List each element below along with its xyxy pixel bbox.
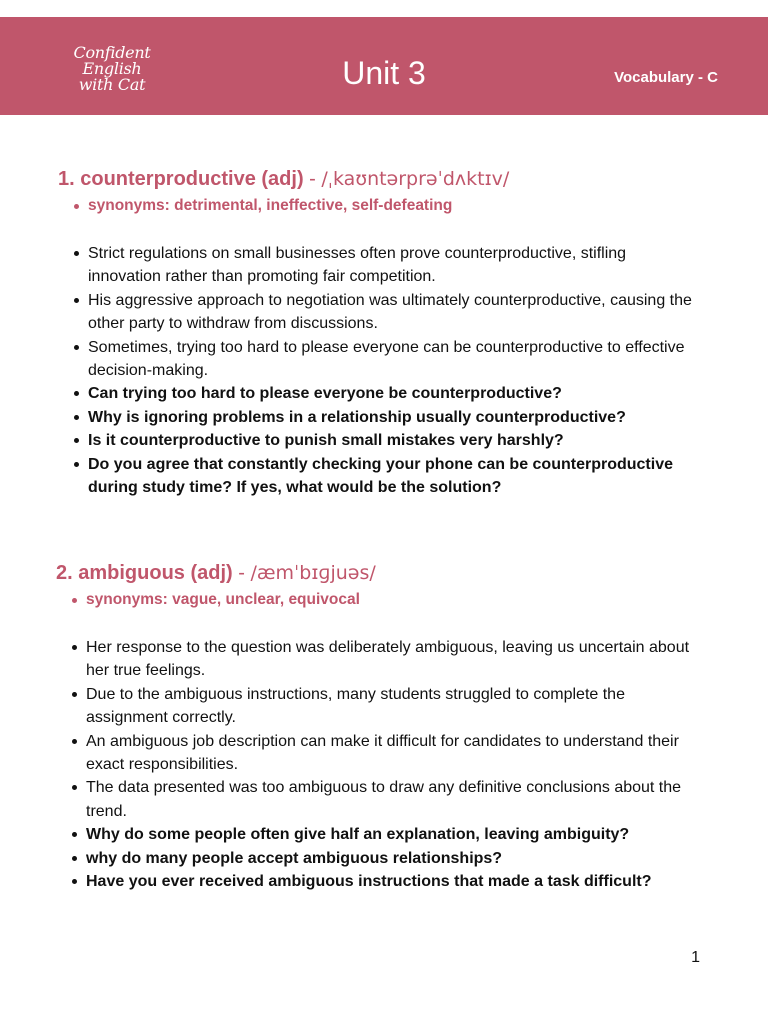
word-heading	[56, 560, 376, 586]
synonyms: synonyms: detrimental, ineffective, self-defeating	[74, 196, 452, 216]
discussion-question: Why do some people often give half an explanation, leaving ambiguity?	[72, 823, 708, 846]
vocab-word: counterproductive	[80, 168, 256, 190]
word-heading	[58, 166, 509, 192]
pronunciation: /æmˈbɪɡjuəs/	[250, 562, 376, 584]
header-banner	[0, 17, 768, 115]
example-sentence: Sometimes, trying too hard to please everyone can be counterproductive to effective decision-making.	[74, 336, 696, 383]
discussion-question: why do many people accept ambiguous relationships?	[72, 847, 708, 870]
entry-number: 2.	[56, 562, 73, 584]
logo-line: with Cat	[78, 75, 146, 94]
example-sentence: An ambiguous job description can make it difficult for candidates to understand their exact responsibilities.	[72, 730, 708, 777]
discussion-question: Do you agree that constantly checking your phone can be counterproductive during study time? If yes, what would be the solution?	[74, 453, 696, 500]
synonyms-list	[74, 196, 452, 216]
logo-line: Confident	[73, 43, 151, 62]
synonyms-list	[72, 590, 360, 610]
part-of-speech: (adj)	[190, 562, 233, 584]
example-sentence: The data presented was too ambiguous to draw any definitive conclusions about the trend.	[72, 776, 708, 823]
discussion-question: Have you ever received ambiguous instructions that made a task difficult?	[72, 870, 708, 893]
synonyms: synonyms: vague, unclear, equivocal	[72, 590, 360, 610]
examples-list	[74, 242, 696, 499]
examples-list	[72, 636, 708, 893]
example-sentence: Strict regulations on small businesses often prove counterproductive, stifling innovation rather than promoting fair competition.	[74, 242, 696, 289]
example-sentence: His aggressive approach to negotiation was ultimately counterproductive, causing the other party to withdraw from discussions.	[74, 289, 696, 336]
logo-line: English	[82, 59, 142, 78]
separator: -	[303, 168, 322, 190]
vocab-word: ambiguous	[78, 562, 185, 584]
pronunciation: /ˌkaʊntərprəˈdʌktɪv/	[321, 168, 510, 190]
entry-number: 1.	[58, 168, 75, 190]
separator: -	[232, 562, 251, 584]
part-of-speech: (adj)	[261, 168, 304, 190]
discussion-question: Why is ignoring problems in a relationship usually counterproductive?	[74, 406, 696, 429]
page-number: 1	[691, 949, 700, 966]
example-sentence: Her response to the question was deliberately ambiguous, leaving us uncertain about her true feelings.	[72, 636, 708, 683]
unit-title: Unit 3	[342, 55, 426, 91]
discussion-question: Is it counterproductive to punish small mistakes very harshly?	[74, 429, 696, 452]
discussion-question: Can trying too hard to please everyone be counterproductive?	[74, 382, 696, 405]
section-label: Vocabulary - C	[614, 69, 718, 86]
example-sentence: Due to the ambiguous instructions, many students struggled to complete the assignment correctly.	[72, 683, 708, 730]
